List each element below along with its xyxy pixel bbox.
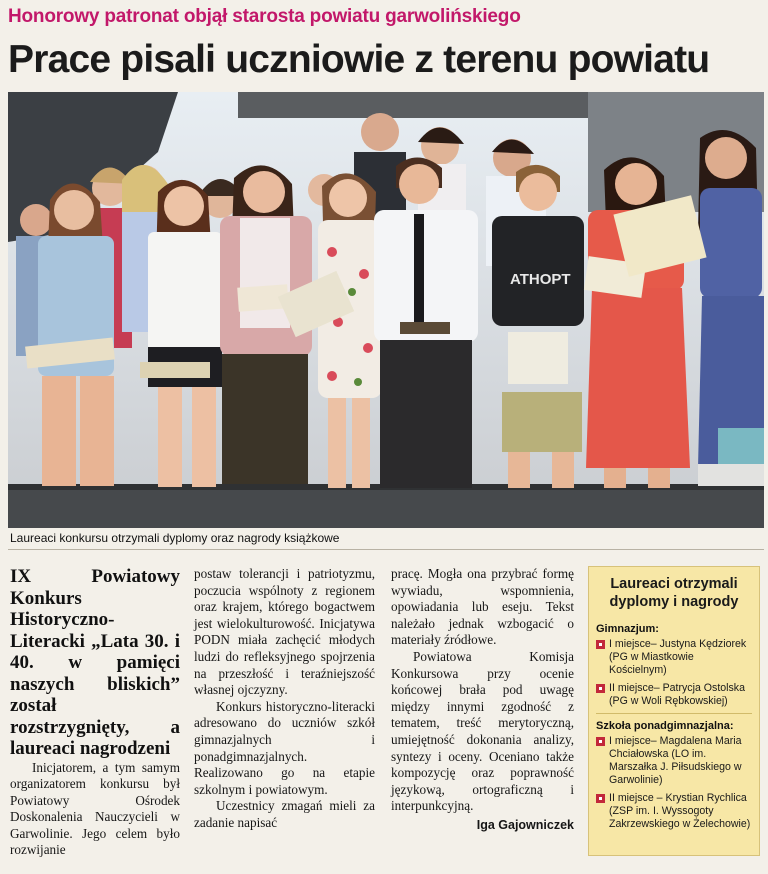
article-paragraph: postaw tolerancji i patriotyzmu, poczucia wspólnoty z regionem oraz krajem, którego bogactwem jest wielokulturowość. Inicjatywa PODN miała zachęcić młodych ludzi do refleksyjnego spojrzenia na przeszłość i teraźniejszość własnej ojczyzny. [194, 566, 375, 698]
sidebar-item [596, 638, 752, 677]
sidebar-title: Laureaci otrzymali dyplomy i nagrody [609, 576, 739, 610]
photo-caption: Laureaci konkursu otrzymali dyplomy oraz nagrody książkowe [10, 531, 340, 545]
sidebar-item-text: II miejsce – Krystian Rychlica (ZSP im. I. Wyssogoty Zakrzewskiego w Żelechowie) [609, 792, 751, 830]
article-author: Iga Gajowniczek [476, 817, 574, 832]
article-paragraph: pracę. Mogła ona przybrać formę wywiadu, wspomnienia, opowiadania lub eseju. Tekst należało jednak wzbogacić o materiały źródłowe. [391, 566, 574, 648]
bullet-icon [596, 737, 605, 746]
sidebar-section-gimnazjum: Gimnazjum: [596, 623, 659, 635]
sidebar-item [596, 682, 752, 708]
article-paragraph: Uczestnicy zmagań mieli za zadanie napisać [194, 798, 375, 830]
news-photo [8, 92, 764, 528]
sidebar-item [596, 792, 752, 831]
kicker: Honorowy patronat objął starosta powiatu garwolińskiego [8, 6, 521, 27]
bullet-icon [596, 794, 605, 803]
sidebar-section-ponadgimnazjalna: Szkoła ponadgimnazjalna: [596, 720, 734, 732]
caption-divider [8, 549, 764, 550]
article-paragraph: Inicjatorem, a tym samym organizatorem konkursu był Powiatowy Ośrodek Doskonalenia Nauczycieli w Garwolinie. Jego celem było rozwijanie [10, 759, 180, 858]
winners-sidebar [588, 566, 760, 856]
headline: Prace pisali uczniowie z terenu powiatu [8, 38, 710, 81]
article-column-1 [10, 566, 180, 859]
article-paragraph: Konkurs historyczno-literacki adresowano do uczniów szkół gimnazjalnych i ponadgimnazjalnych. Realizowano go na etapie szkolnym i powiatowym. [194, 698, 375, 797]
shirt-text: ATHOPT [510, 271, 571, 288]
sidebar-divider [596, 713, 752, 714]
sidebar-item-text: II miejsce– Patrycja Ostolska (PG w Woli Rębkowskiej) [609, 682, 745, 707]
article-column-2 [194, 566, 375, 832]
bullet-icon [596, 640, 605, 649]
article-lead: IX Powiatowy Konkurs Historyczno-Literacki „Lata 30. i 40. w pamięci naszych bliskich” został rozstrzygnięty, a laureaci nagrodzeni [10, 566, 180, 759]
sidebar-item-text: I miejsce– Magdalena Maria Chciałowska (LO im. Marszałka J. Piłsudskiego w Garwolinie) [609, 735, 742, 786]
article-paragraph: Powiatowa Komisja Konkursowa przy ocenie końcowej brała pod uwagę między innymi zgodność z tematem, treść merytoryczną, umiejętność dokonania analizy, syntezy i oceny. Oceniano także kompozycję oraz poprawność językową, ortograficzną i interpunkcyjną. [391, 648, 574, 814]
bullet-icon [596, 684, 605, 693]
sidebar-item-text: I miejsce– Justyna Kędziorek (PG w Miastkowie Kościelnym) [609, 638, 747, 676]
sidebar-item [596, 735, 752, 787]
article-column-3 [391, 566, 574, 834]
